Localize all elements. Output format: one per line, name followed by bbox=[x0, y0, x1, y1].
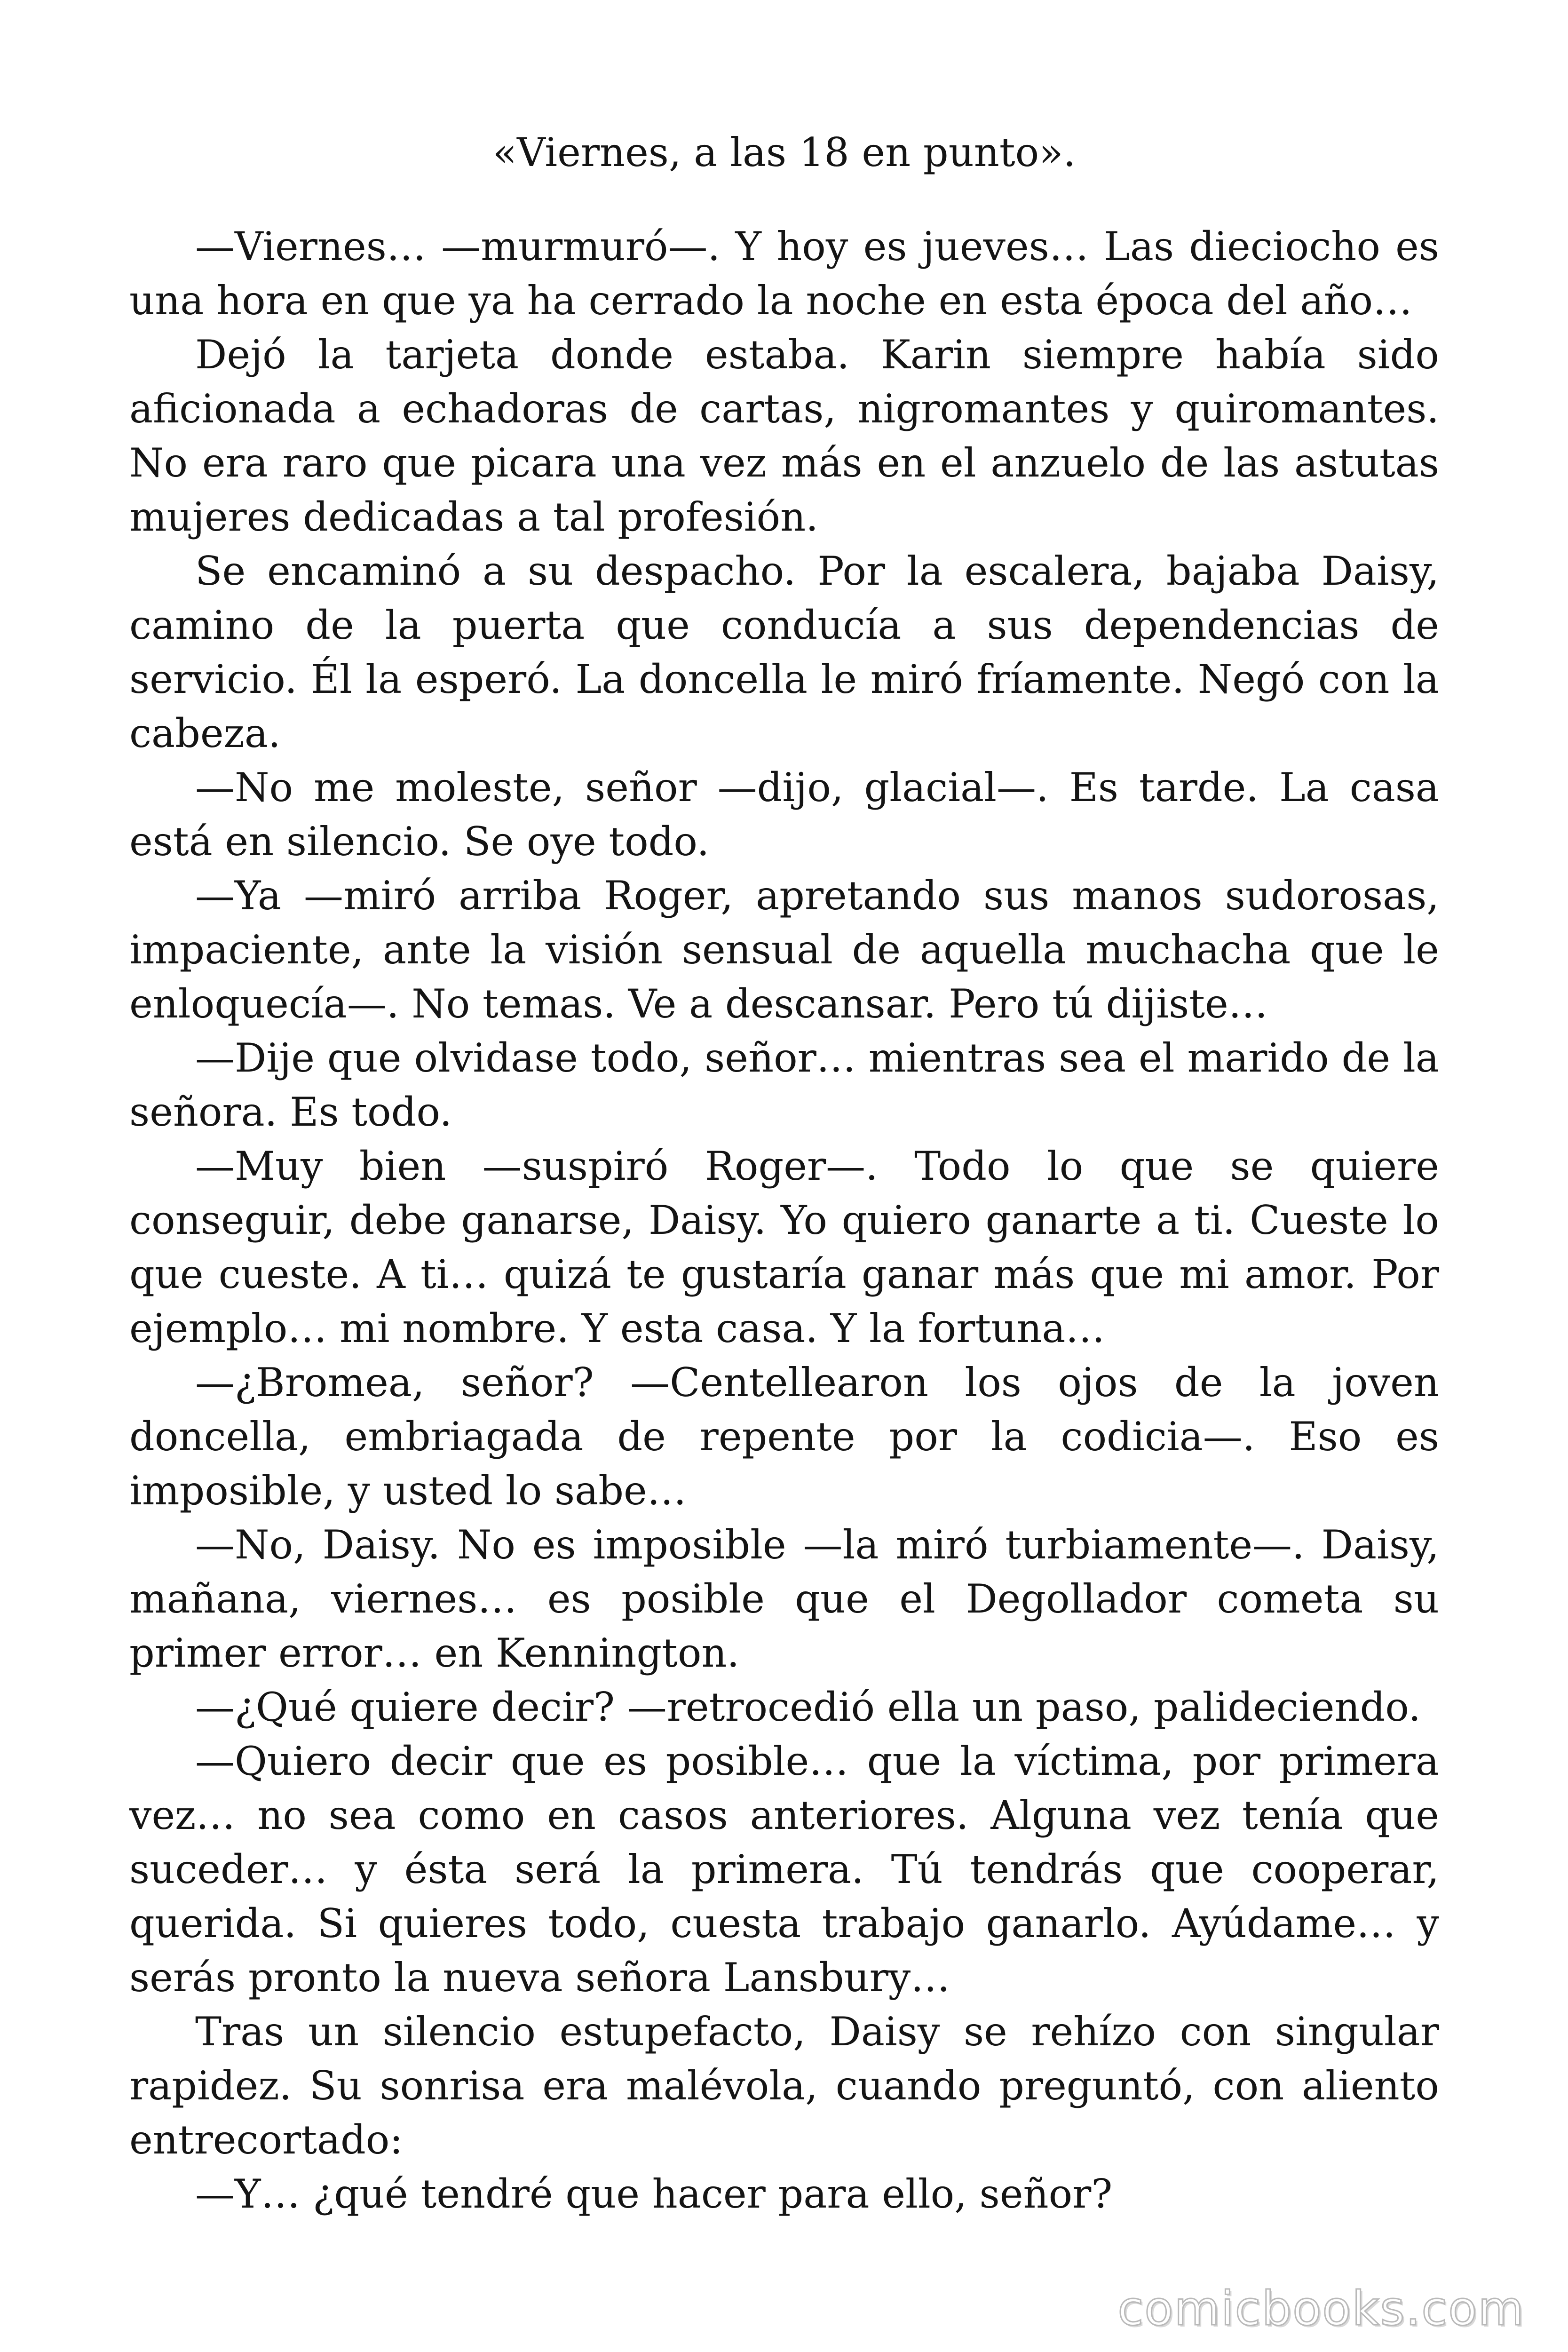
paragraph: —Y… ¿qué tendré que hacer para ello, señor? bbox=[195, 2171, 1113, 2217]
paragraph: Dejó la tarjeta donde estaba. Karin siempre había sido aficionada a echadoras de cartas, nigromantes y quiromantes. No era raro que picara una vez más en el anzuelo de las astutas mujeres dedicadas a tal profesión. bbox=[129, 332, 1439, 540]
paragraph: —No, Daisy. No es imposible —la miró turbiamente—. Daisy, mañana, viernes… es posible que el Degollador cometa su primer error… en Kennington. bbox=[129, 1522, 1439, 1676]
paragraph: Se encaminó a su despacho. Por la escalera, bajaba Daisy, camino de la puerta que conducía a sus dependencias de servicio. Él la esperó. La doncella le miró fríamente. Negó con la cabeza. bbox=[129, 548, 1439, 756]
paragraph: —Ya —miró arriba Roger, apretando sus manos sudorosas, impaciente, ante la visión sensual de aquella muchacha que le enloquecía—. No temas. Ve a descansar. Pero tú dijiste… bbox=[129, 873, 1439, 1027]
paragraph: —Quiero decir que es posible… que la víctima, por primera vez… no sea como en casos anteriores. Alguna vez tenía que suceder… y ésta será la primera. Tú tendrás que cooperar, querida. Si quieres todo, cuesta trabajo ganarlo. Ayúdame… y serás pronto la nueva señora Lansbury… bbox=[129, 1738, 1439, 2001]
paragraph: —Viernes… —murmuró—. Y hoy es jueves… Las dieciocho es una hora en que ya ha cerrado la noche en esta época del año… bbox=[129, 223, 1439, 324]
paragraph: —Muy bien —suspiró Roger—. Todo lo que se quiere conseguir, debe ganarse, Daisy. Yo quiero ganarte a ti. Cueste lo que cueste. A ti… quizá te gustaría ganar más que mi amor. Por ejemplo… mi nombre. Y esta casa. Y la fortuna… bbox=[129, 1143, 1439, 1351]
site-watermark: comicbooks.com bbox=[1117, 2281, 1525, 2336]
page-heading: «Viernes, a las 18 en punto». bbox=[492, 129, 1076, 175]
paragraph: —Dije que olvidase todo, señor… mientras sea el marido de la señora. Es todo. bbox=[129, 1035, 1439, 1135]
paragraph: Tras un silencio estupefacto, Daisy se rehízo con singular rapidez. Su sonrisa era malévola, cuando preguntó, con aliento entrecortado: bbox=[129, 2009, 1439, 2163]
paragraph: —¿Qué quiere decir? —retrocedió ella un paso, palideciendo. bbox=[195, 1684, 1421, 1730]
paragraph: —¿Bromea, señor? —Centellearon los ojos de la joven doncella, embriagada de repente por la codicia—. Eso es imposible, y usted lo sabe… bbox=[129, 1359, 1439, 1514]
body-text bbox=[129, 220, 1439, 2221]
book-page bbox=[129, 0, 1439, 2352]
paragraph: —No me moleste, señor —dijo, glacial—. Es tarde. La casa está en silencio. Se oye todo. bbox=[129, 764, 1439, 865]
